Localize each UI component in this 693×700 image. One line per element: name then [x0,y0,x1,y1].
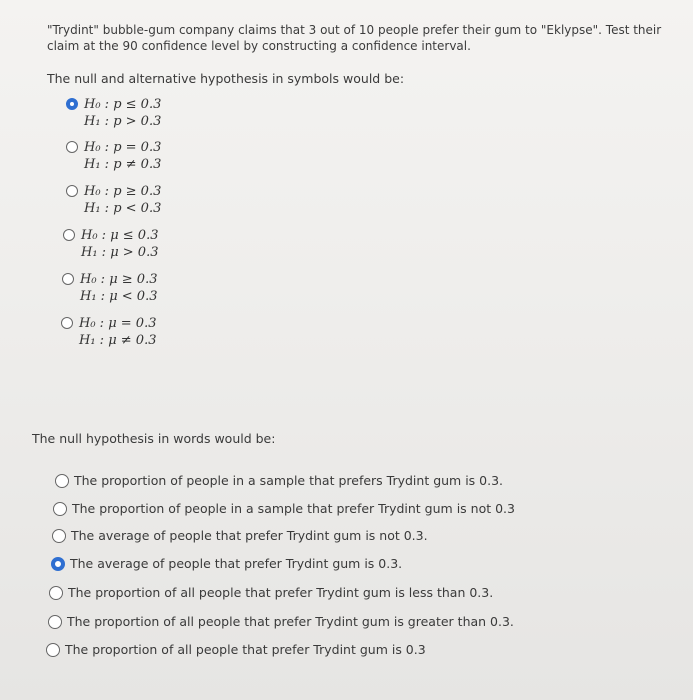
radio-button-selected[interactable] [51,557,65,571]
words-option-5-label: The proportion of all people that prefer Trydint gum is less than 0.3. [68,585,494,600]
h0-line: H₀ : μ ≥ 0.3 [80,272,158,287]
hypothesis-option-2[interactable] [66,139,161,173]
h0-line: H₀ : μ = 0.3 [79,316,157,331]
h0-line: H₀ : p = 0.3 [84,140,162,155]
h0-line: H₀ : p ≥ 0.3 [84,184,162,199]
radio-button[interactable] [52,529,66,543]
words-option-7[interactable] [46,642,426,657]
h1-line: H₁ : μ < 0.3 [80,289,158,304]
radio-button[interactable] [48,615,62,629]
words-option-2-label: The proportion of people in a sample that prefer Trydint gum is not 0.3 [72,501,515,516]
radio-button[interactable] [46,643,60,657]
hypothesis-option-6[interactable] [61,315,156,349]
h0-line: H₀ : p ≤ 0.3 [84,97,162,112]
words-prompt: The null hypothesis in words would be: [32,431,276,446]
words-option-6[interactable] [48,614,514,629]
radio-button[interactable] [53,502,67,516]
hypothesis-option-5-text [80,271,157,305]
radio-button[interactable] [62,273,74,285]
words-option-3[interactable] [52,528,428,543]
words-option-1-label: The proportion of people in a sample that prefers Trydint gum is 0.3. [74,473,504,488]
words-option-4-label: The average of people that prefer Trydint gum is 0.3. [70,556,403,571]
h1-line: H₁ : p ≠ 0.3 [84,157,162,172]
question-text: "Trydint" bubble-gum company claims that 3 out of 10 people prefer their gum to "Eklypse". Test their claim at the 90 confidence level by constructing a confidence interval. [47,23,662,53]
hypothesis-option-6-text [79,315,156,349]
h1-line: H₁ : p < 0.3 [84,201,162,216]
radio-button[interactable] [63,229,75,241]
h1-line: H₁ : μ ≠ 0.3 [79,333,157,348]
hypothesis-option-3-text [84,183,161,217]
h1-line: H₁ : μ > 0.3 [81,245,159,260]
hypothesis-option-5[interactable] [62,271,157,305]
hypothesis-option-4[interactable] [63,227,158,261]
radio-button[interactable] [49,586,63,600]
radio-button[interactable] [66,185,78,197]
words-option-4[interactable] [51,556,402,571]
hypothesis-option-2-text [84,139,161,173]
radio-button-selected[interactable] [66,98,78,110]
h1-line: H₁ : p > 0.3 [84,114,162,129]
hypothesis-option-1-text [84,96,161,130]
hypothesis-option-1[interactable] [66,96,161,130]
words-option-3-label: The average of people that prefer Trydint gum is not 0.3. [71,528,428,543]
words-option-5[interactable] [49,585,493,600]
words-option-6-label: The proportion of all people that prefer Trydint gum is greater than 0.3. [67,614,514,629]
hypothesis-option-4-text [81,227,158,261]
h0-line: H₀ : μ ≤ 0.3 [81,228,159,243]
radio-button[interactable] [55,474,69,488]
radio-button[interactable] [61,317,73,329]
symbols-prompt: The null and alternative hypothesis in symbols would be: [47,71,405,86]
words-option-7-label: The proportion of all people that prefer Trydint gum is 0.3 [65,642,426,657]
radio-button[interactable] [66,141,78,153]
words-option-2[interactable] [53,501,515,516]
hypothesis-option-3[interactable] [66,183,161,217]
words-option-1[interactable] [55,473,503,488]
